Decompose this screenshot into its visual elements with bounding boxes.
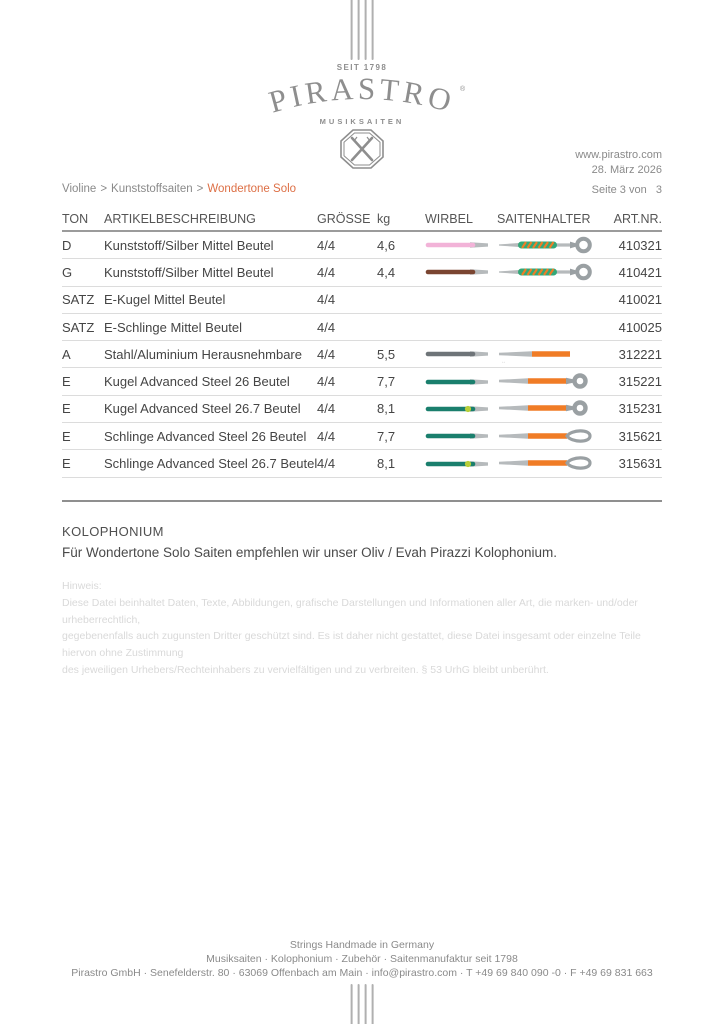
cell-ton: SATZ [62,319,95,335]
kolophonium-text: Für Wondertone Solo Saiten empfehlen wir unser Oliv / Evah Pirazzi Kolophonium. [62,545,557,560]
wirbel-string-icon [425,266,491,278]
cell-wir [425,403,497,415]
section-divider [62,500,662,502]
kolophonium-heading: KOLOPHONIUM [62,524,164,539]
cell-gro: 4/4 [317,374,336,390]
octagon-emblem-icon [339,128,385,170]
saitenhalter-ball-icon [497,372,597,391]
table-row [62,232,662,259]
cell-art: 410321 [618,237,662,253]
legal-line: gegebenenfalls auch zugunsten Dritter geschützt sind. Es ist daher nicht gestattet, diese Datei insgesamt oder einzelne Teile hiervon ohne Zustimmung [62,630,641,660]
column-header-wirbel: WIRBEL [425,211,473,226]
logo-brand-text: PIRASTRO [264,73,459,120]
cell-art: 315631 [618,456,662,472]
breadcrumb-item-wondertone-solo[interactable]: Wondertone Solo [207,183,297,195]
cell-wir [425,266,497,278]
column-header-saitenhalter: SAITENHALTER [497,211,591,226]
wirbel-string-icon [425,348,491,360]
column-header-art-nr-: ART.NR. [613,211,662,226]
cell-ton: E [62,374,71,390]
cell-gro: 4/4 [317,428,336,444]
legal-label: Hinweis: [62,580,102,592]
table-row [62,450,662,477]
cell-ton: G [62,264,73,280]
cell-sai [497,427,613,446]
cell-sai [497,345,613,364]
cell-kg: 7,7 [377,374,396,390]
cell-ton: E [62,401,71,417]
date-text: 28. März 2026 [591,163,662,176]
breadcrumb-separator: > [100,183,108,195]
cell-art: 315231 [618,401,662,417]
header-meta [575,148,662,178]
cell-sai [497,372,613,391]
cell-gro: 4/4 [317,319,336,335]
cell-sai [497,454,613,473]
cell-sai [497,399,613,418]
cell-art: 410025 [618,319,662,335]
cell-ton: SATZ [62,292,95,308]
cell-kg: 7,7 [377,428,396,444]
page-footer [0,939,724,981]
legal-notice [62,578,662,679]
cell-ton: A [62,346,71,362]
cell-besch: E-Kugel Mittel Beutel [104,292,226,308]
logo-musiksaiten-text: MUSIKSAITEN [319,117,405,126]
table-header-row [62,207,662,232]
cell-gro: 4/4 [317,401,336,417]
breadcrumb-item-violine[interactable]: Violine [62,183,97,195]
cell-kg: 4,6 [377,237,396,253]
cell-wir [425,348,497,360]
cell-art: 410421 [618,264,662,280]
footer-line-categories: Musiksaiten · Kolophonium · Zubehör · Saitenmanufaktur seit 1798 [206,952,518,965]
saitenhalter-plain-icon [497,345,597,364]
table-row [62,368,662,395]
wirbel-string-icon [425,458,491,470]
table-row [62,287,662,314]
wirbel-string-icon [425,239,491,251]
cell-wir [425,239,497,251]
cell-art: 315221 [618,374,662,390]
column-header-ton: TON [62,211,89,226]
cell-wir [425,430,497,442]
saitenhalter-coil-ring-icon [497,236,597,255]
cell-art: 312221 [618,346,662,362]
cell-kg: 4,4 [377,264,396,280]
legal-line: Diese Datei beinhaltet Daten, Texte, Abbildungen, grafische Darstellungen und Informationen aller Art, die marken- und/oder urheberrechtlich, [62,596,638,626]
saitenhalter-loop-icon [497,454,597,473]
cell-gro: 4/4 [317,456,336,472]
saitenhalter-ball-icon [497,399,597,418]
cell-ton: E [62,428,71,444]
footer-line-address: Pirastro GmbH · Senefelderstr. 80 · 63069 Offenbach am Main · info@pirastro.com · T +49 69 840 090 -0 · F +49 69 831 663 [71,966,653,979]
table-row [62,314,662,341]
breadcrumb [62,183,296,195]
breadcrumb-item-kunststoffsaiten[interactable]: Kunststoffsaiten [111,183,193,195]
table-row [62,423,662,450]
cell-wir [425,458,497,470]
cell-kg: 8,1 [377,401,396,417]
cell-besch: Kunststoff/Silber Mittel Beutel [104,264,274,280]
website-link[interactable]: www.pirastro.com [575,149,662,161]
column-header-grösse: GRÖSSE [317,211,371,226]
cell-besch: Kugel Advanced Steel 26.7 Beutel [104,401,301,417]
cell-wir [425,376,497,388]
violin-strings-top-icon [351,0,374,60]
column-header-artikelbeschreibung: ARTIKELBESCHREIBUNG [104,211,256,226]
cell-ton: D [62,237,72,253]
svg-text:PIRASTRO [265,73,459,119]
wirbel-string-icon [425,376,491,388]
cell-kg: 8,1 [377,456,396,472]
registered-mark: ® [460,86,466,93]
cell-ton: E [62,456,71,472]
cell-kg: 5,5 [377,346,396,362]
footer-line-handmade: Strings Handmade in Germany [289,939,435,951]
violin-strings-bottom-icon [351,984,374,1024]
table-row [62,341,662,368]
cell-besch: Kunststoff/Silber Mittel Beutel [104,237,274,253]
column-header-kg: kg [377,211,391,226]
cell-sai [497,263,613,282]
table-row [62,259,662,286]
cell-gro: 4/4 [317,264,336,280]
wirbel-string-icon [425,430,491,442]
legal-line: des jeweiligen Urhebers/Rechteinhabers zu vervielfältigen und zu verbreiten. § 53 UrhG bleibt unberührt. [62,663,549,676]
cell-sai [497,236,613,255]
saitenhalter-coil-ring-icon [497,263,597,282]
cell-besch: Kugel Advanced Steel 26 Beutel [104,374,290,390]
pirastro-wordmark-icon [250,73,474,123]
cell-besch: Schlinge Advanced Steel 26.7 Beutel [104,456,318,472]
wirbel-string-icon [425,403,491,415]
logo-seit-text: SEIT 1798 [336,63,388,72]
page-indicator: Seite 3 von 3 [591,184,662,196]
cell-art: 315621 [618,428,662,444]
svg-text:↔: ↔ [501,358,506,364]
cell-besch: Schlinge Advanced Steel 26 Beutel [104,428,307,444]
cell-gro: 4/4 [317,346,336,362]
cell-art: 410021 [618,292,662,308]
product-table [62,207,662,478]
saitenhalter-loop-icon [497,427,597,446]
cell-gro: 4/4 [317,292,336,308]
table-row [62,396,662,423]
breadcrumb-separator: > [196,183,204,195]
cell-gro: 4/4 [317,237,336,253]
cell-besch: Stahl/Aluminium Herausnehmbare [104,346,302,362]
cell-besch: E-Schlinge Mittel Beutel [104,319,243,335]
